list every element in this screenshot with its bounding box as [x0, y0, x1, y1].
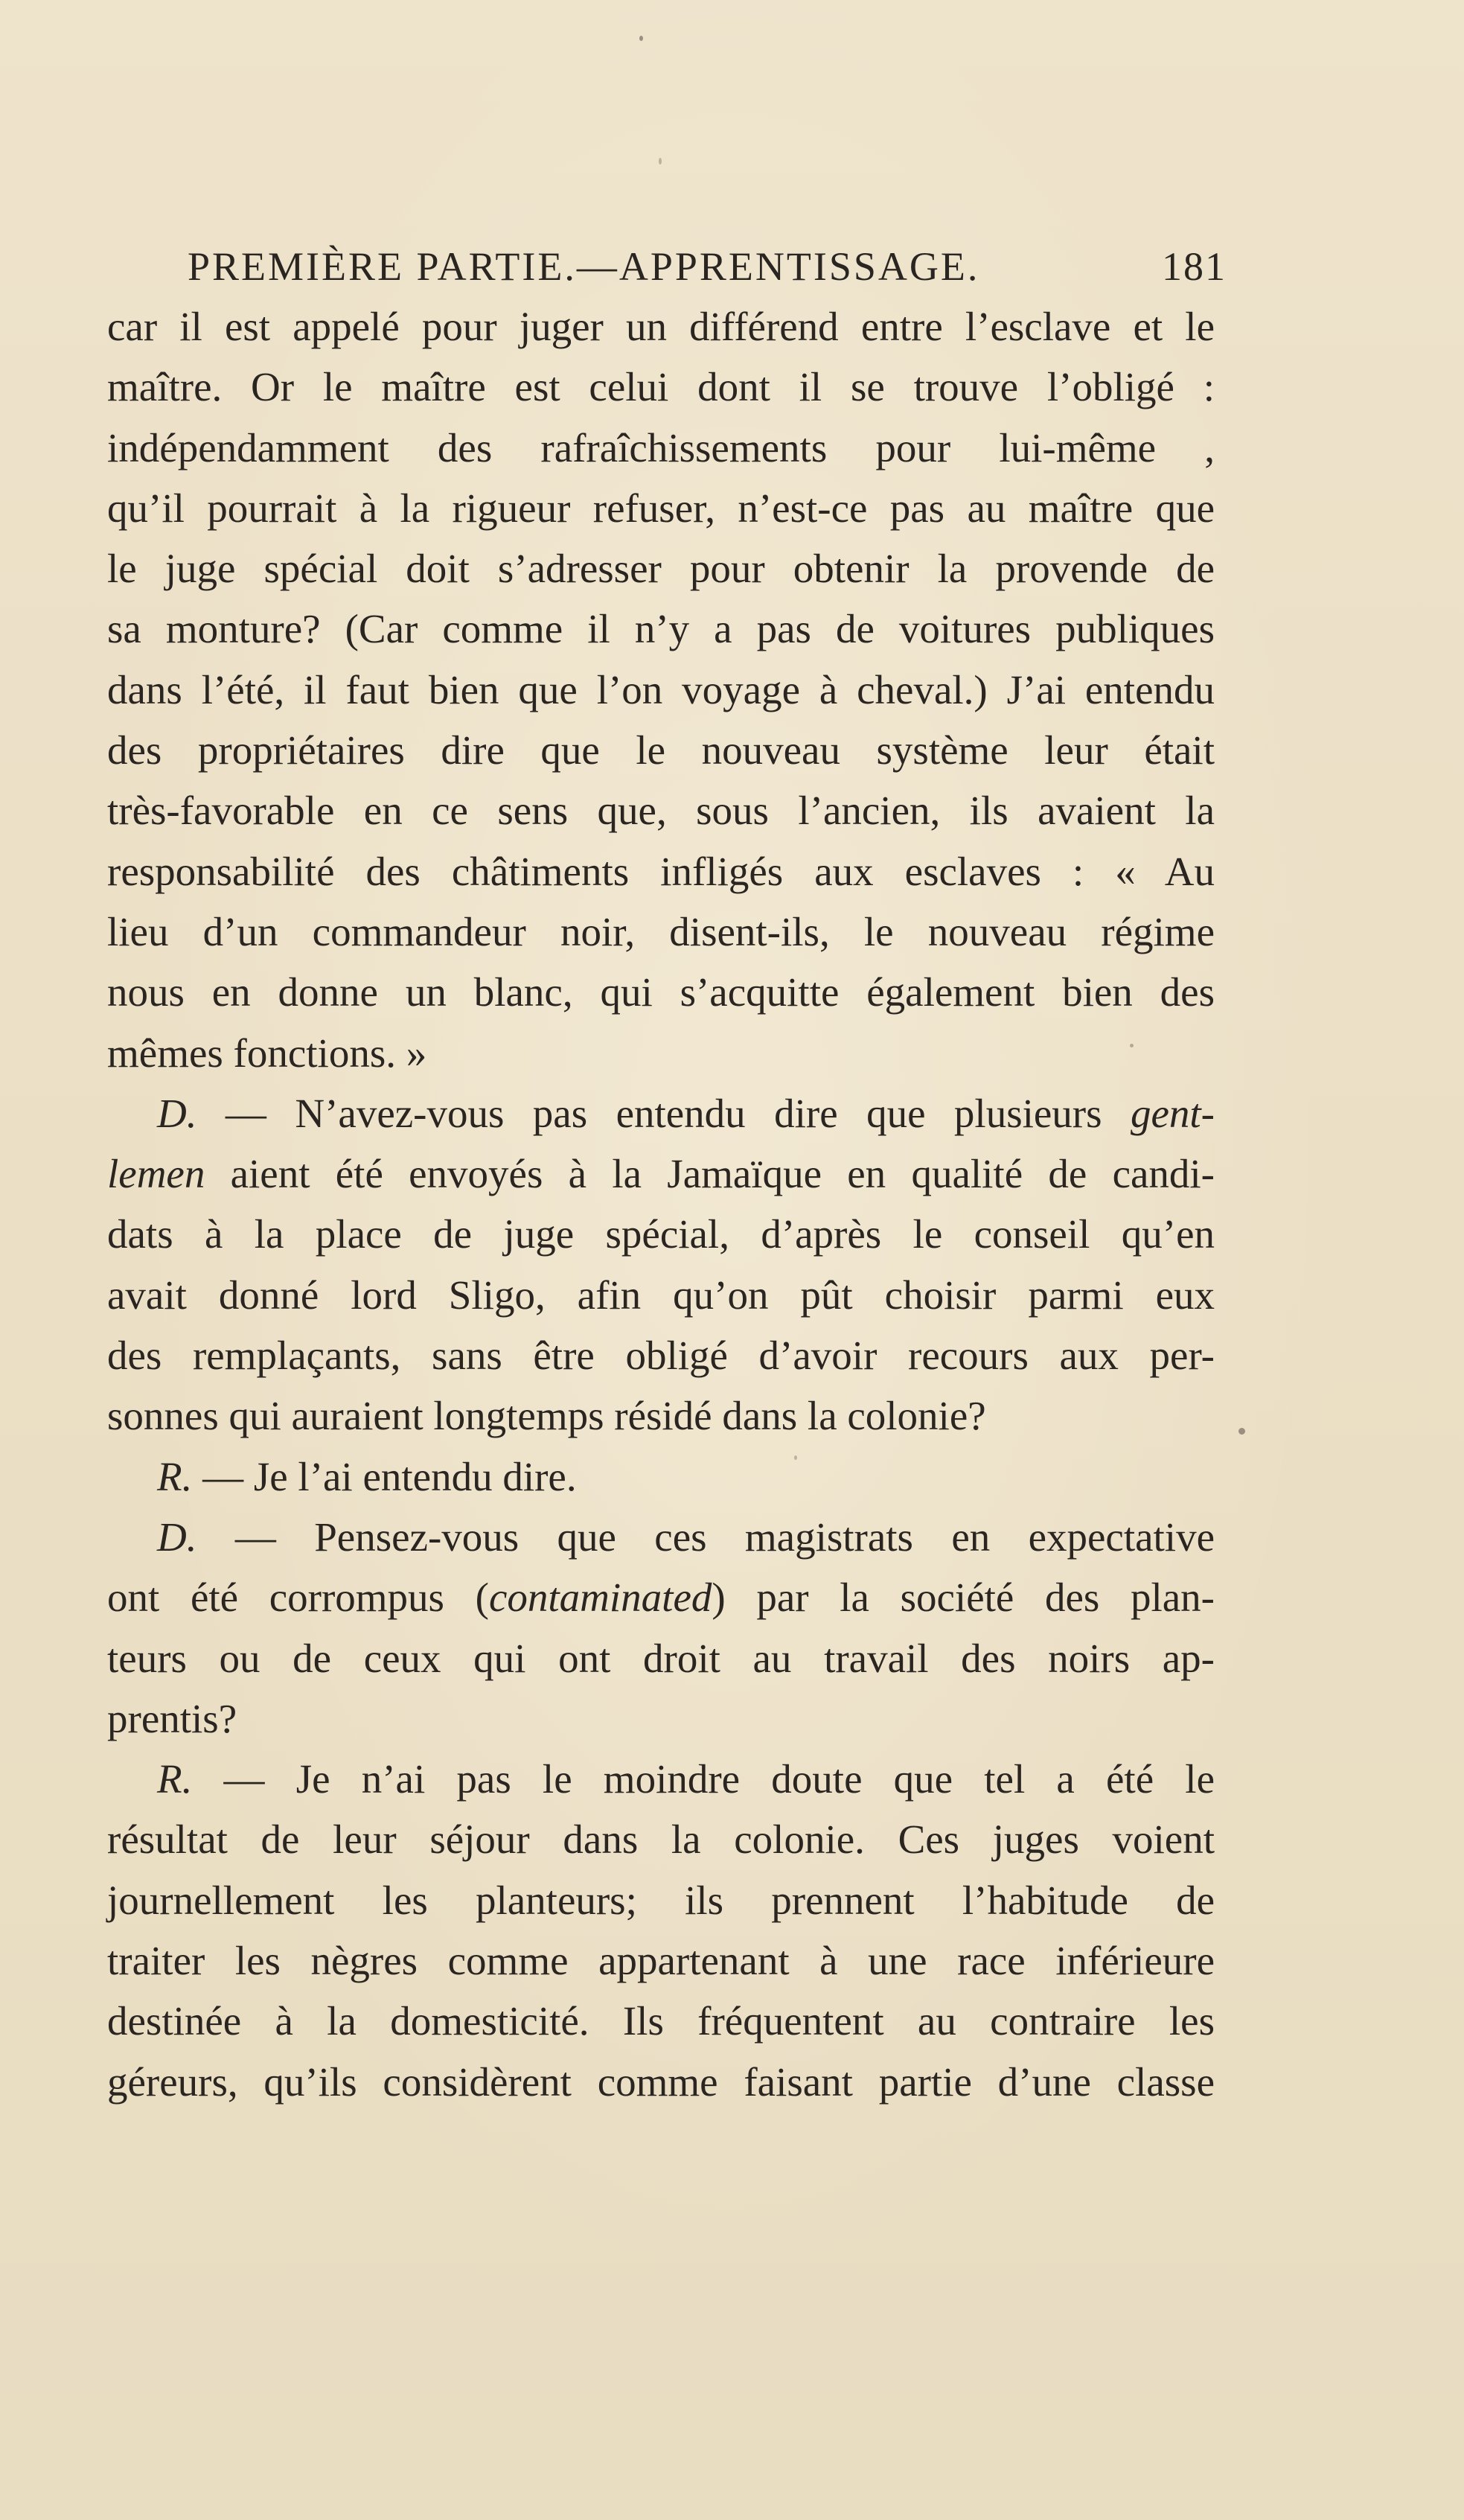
question-line — [107, 1083, 1215, 1143]
text-line: journellement les planteurs; ils prennent l’habitude de — [107, 1877, 1215, 1923]
text-line: indépendamment des rafraîchissements pour lui-même , — [107, 424, 1215, 470]
speaker-label: R. — [157, 1756, 193, 1802]
text-line: le juge spécial doit s’adresser pour obtenir la provende de — [107, 546, 1215, 592]
text-line: dans l’été, il faut bien que l’on voyage à cheval.) J’ai entendu — [107, 666, 1215, 712]
text-line: qu’il pourrait à la rigueur refuser, n’est-ce pas au maître que — [107, 485, 1215, 531]
italic-word: lemen — [107, 1151, 205, 1197]
question-line — [107, 1507, 1215, 1567]
text-line: dats à la place de juge spécial, d’après le conseil qu’en — [107, 1211, 1215, 1257]
text-line: mêmes fonctions. » — [107, 1030, 427, 1076]
line-segment: ) par la société des plan- — [712, 1575, 1215, 1621]
text-line: sonnes qui auraient longtemps résidé dans la colonie? — [107, 1393, 986, 1439]
italic-word: gent- — [1130, 1090, 1215, 1136]
answer-line — [107, 1749, 1215, 1809]
speaker-label: D. — [157, 1513, 197, 1560]
line-segment: ont été corrompus ( — [107, 1575, 489, 1621]
line-segment: — Je l’ai entendu dire. — [192, 1453, 577, 1499]
text-line: traiter les nègres comme appartenant à une race inférieure — [107, 1938, 1215, 1984]
text-line: des propriétaires dire que le nouveau système leur était — [107, 727, 1215, 773]
answer-line — [107, 1446, 1215, 1507]
text-line: avait donné lord Sligo, afin qu’on pût choisir parmi eux — [107, 1272, 1215, 1318]
italic-word: contaminated — [488, 1575, 712, 1621]
paper-speck — [639, 36, 643, 41]
text-line: très-favorable en ce sens que, sous l’ancien, ils avaient la — [107, 788, 1215, 834]
speaker-label: R. — [157, 1453, 193, 1499]
text-line: géreurs, qu’ils considèrent comme faisant partie d’une classe — [107, 2058, 1215, 2105]
line-segment: — Je n’ai pas le moindre doute que tel a été le — [192, 1756, 1215, 1802]
text-line: nous en donne un blanc, qui s’acquitte également bien des — [107, 969, 1215, 1015]
text-line: des remplaçants, sans être obligé d’avoir recours aux per- — [107, 1333, 1215, 1379]
running-head — [188, 237, 1227, 296]
text-line: résultat de leur séjour dans la colonie. Ces juges voient — [107, 1816, 1215, 1863]
text-line: sa monture? (Car comme il n’y a pas de voitures publiques — [107, 606, 1215, 652]
text-line — [107, 1143, 1215, 1204]
text-line: prentis? — [107, 1695, 237, 1741]
paper-speck — [1238, 1428, 1245, 1435]
running-head-title: PREMIÈRE PARTIE.—APPRENTISSAGE. — [188, 244, 980, 289]
text-line — [107, 1567, 1215, 1627]
line-segment: — N’avez-vous pas entendu dire que plusieurs — [196, 1090, 1131, 1136]
paper-speck — [659, 158, 662, 165]
text-line: maître. Or le maître est celui dont il se trouve l’obligé : — [107, 364, 1215, 410]
line-segment: aient été envoyés à la Jamaïque en qualité de candi- — [205, 1151, 1215, 1197]
text-line: lieu d’un commandeur noir, disent-ils, le nouveau régime — [107, 908, 1215, 954]
page-number: 181 — [1162, 244, 1227, 289]
text-line: car il est appelé pour juger un différend entre l’esclave et le — [107, 304, 1215, 349]
text-line: destinée à la domesticité. Ils fréquentent au contraire les — [107, 1998, 1215, 2044]
text-line: teurs ou de ceux qui ont droit au travail des noirs ap- — [107, 1635, 1215, 1681]
speaker-label: D. — [157, 1090, 197, 1136]
body-text — [107, 296, 1215, 2112]
text-line: responsabilité des châtiments infligés aux esclaves : « Au — [107, 848, 1215, 894]
line-segment: — Pensez-vous que ces magistrats en expectative — [196, 1513, 1215, 1560]
